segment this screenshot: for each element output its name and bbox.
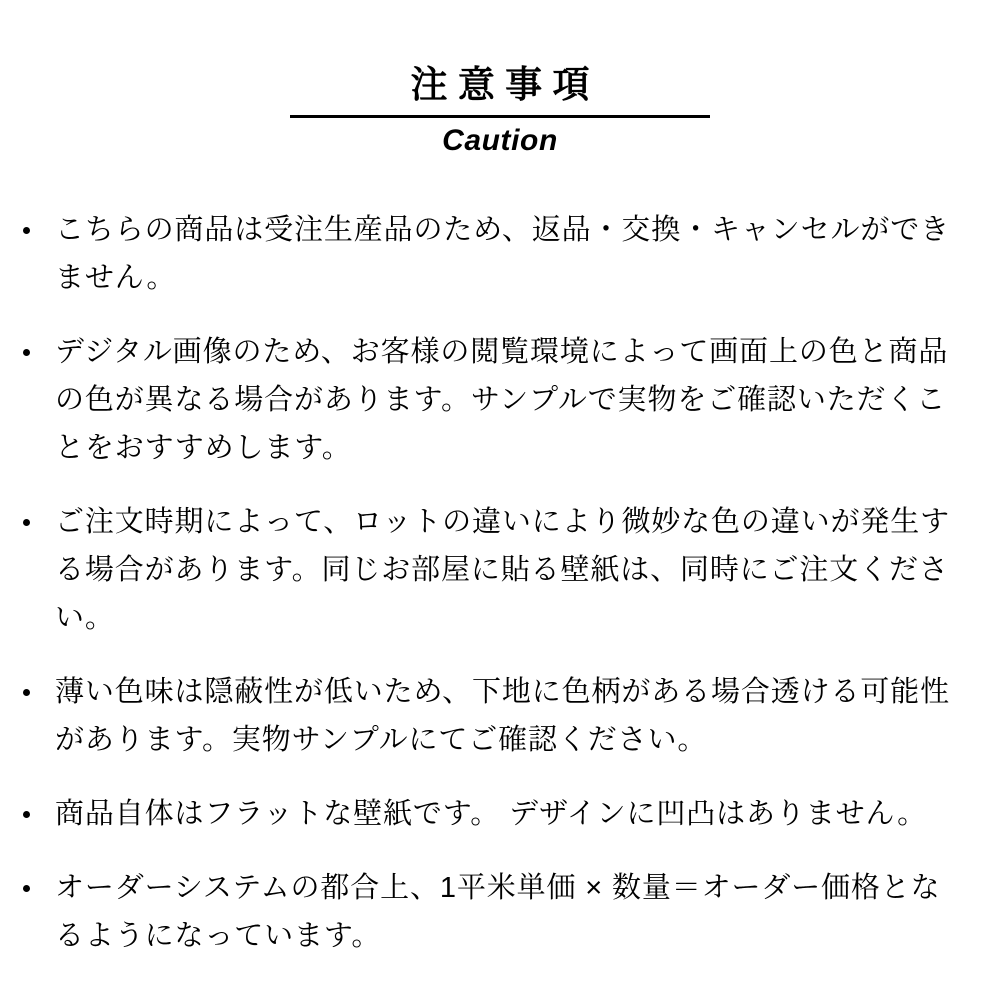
list-item-text: デジタル画像のため、お客様の閲覧環境によって画面上の色と商品の色が異なる場合があります。サンプルで実物をご確認いただくことをおすすめします。 <box>55 335 949 464</box>
list-item-text: 薄い色味は隠蔽性が低いため、下地に色柄がある場合透ける可能性があります。実物サンプルにてご確認ください。 <box>55 675 950 756</box>
caution-list <box>0 206 1000 960</box>
list-item <box>16 206 966 302</box>
header <box>0 0 1000 158</box>
bullet-icon <box>16 668 55 696</box>
list-item <box>16 498 966 642</box>
bullet-icon <box>16 498 55 526</box>
bullet-icon <box>16 864 55 892</box>
page-title: 注意事項 <box>410 64 600 105</box>
list-item-text: オーダーシステムの都合上、1平米単価 × 数量＝オーダー価格となるようになっています。 <box>55 871 941 952</box>
list-item-text: ご注文時期によって、ロットの違いにより微妙な色の違いが発生する場合があります。同じお部屋に貼る壁紙は、同時にご注文ください。 <box>55 505 950 634</box>
list-item <box>16 328 966 472</box>
bullet-icon <box>16 206 55 234</box>
list-item-text: こちらの商品は受注生産品のため、返品・交換・キャンセルができません。 <box>55 213 950 294</box>
bullet-icon <box>16 790 55 818</box>
list-item-text: 商品自体はフラットな壁紙です。 デザインに凹凸はありません。 <box>55 797 927 830</box>
list-item <box>16 668 966 764</box>
list-item <box>16 864 966 960</box>
title-underline <box>290 115 710 118</box>
list-item <box>16 790 966 838</box>
bullet-icon <box>16 328 55 356</box>
page-subtitle: Caution <box>442 123 558 157</box>
